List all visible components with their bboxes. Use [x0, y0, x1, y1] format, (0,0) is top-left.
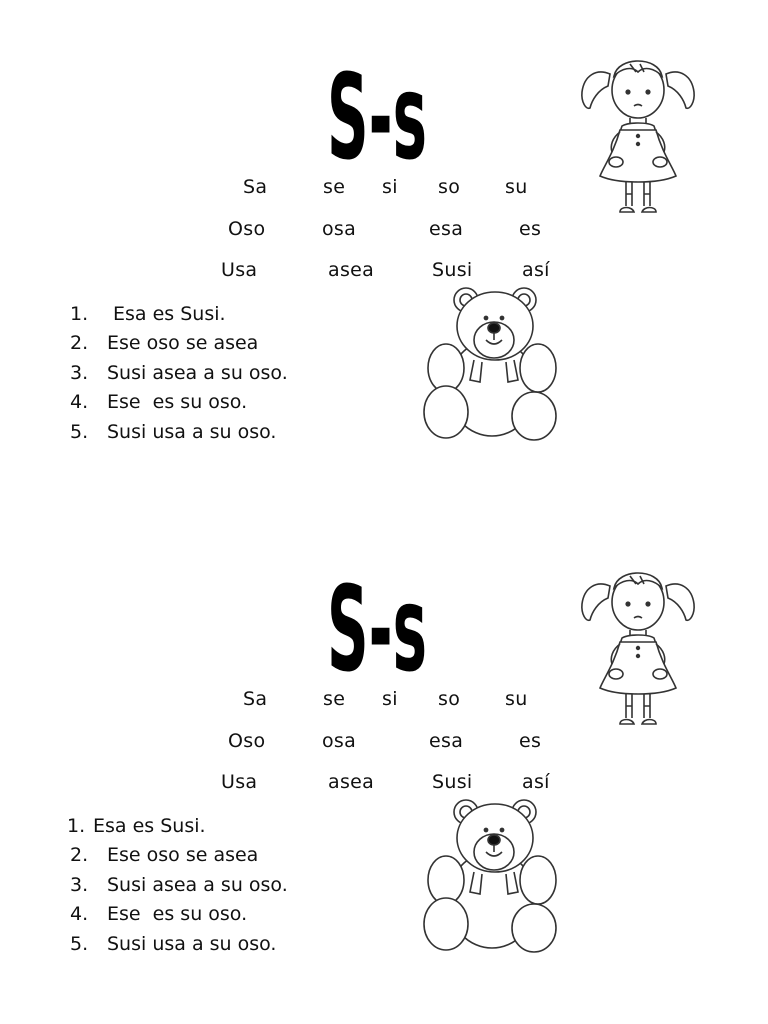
syllable: Sa — [243, 688, 268, 710]
girl-illustration — [578, 554, 698, 730]
sentence-number: 5. — [70, 932, 89, 955]
sentence-item — [70, 900, 288, 929]
word: esa — [429, 218, 464, 240]
sentence-list — [67, 812, 288, 959]
syllable: Sa — [243, 176, 268, 198]
syllable: si — [382, 688, 398, 710]
word: esa — [429, 730, 464, 752]
sentence-item — [70, 871, 288, 900]
teddy-bear-illustration — [422, 796, 562, 958]
word: Susi — [432, 259, 473, 281]
word: así — [522, 259, 550, 281]
sentence-list — [70, 300, 288, 447]
sentence-text: Ese es su oso. — [107, 903, 248, 926]
sentence-item — [70, 841, 288, 870]
sentence-number: 1. — [70, 303, 89, 325]
sentence-text: Ese es su oso. — [107, 391, 248, 414]
girl-illustration — [578, 42, 698, 218]
sentence-text: Susi usa a su oso. — [107, 932, 277, 955]
letter-title-text: S-s — [327, 48, 427, 168]
sentence-number: 4. — [70, 391, 89, 414]
word: Oso — [228, 218, 266, 240]
word: asea — [328, 771, 375, 793]
teddy-bear-illustration — [422, 284, 562, 446]
sentence-item — [70, 418, 288, 447]
sentence-text: Susi usa a su oso. — [107, 420, 277, 443]
sentence-item — [67, 812, 288, 841]
sentence-text: Susi asea a su oso. — [107, 873, 288, 896]
letter-title-text: S-s — [327, 560, 427, 680]
worksheet-section-2 — [0, 512, 768, 1024]
syllable: se — [323, 176, 346, 198]
sentence-number: 4. — [70, 903, 89, 926]
word: es — [519, 218, 542, 240]
sentence-item — [70, 300, 288, 329]
sentence-number: 3. — [70, 361, 89, 384]
word: Usa — [221, 259, 258, 281]
letter-title — [322, 48, 432, 168]
sentence-number: 3. — [70, 873, 89, 896]
word: osa — [322, 218, 357, 240]
sentence-number: 1. — [67, 815, 86, 837]
sentence-number: 5. — [70, 420, 89, 443]
sentence-number: 2. — [70, 844, 89, 867]
letter-title — [322, 560, 432, 680]
sentence-item — [70, 388, 288, 417]
sentence-text: Ese oso se asea — [107, 844, 259, 867]
syllable: so — [438, 688, 461, 710]
sentence-item — [70, 930, 288, 959]
word: Susi — [432, 771, 473, 793]
sentence-item — [70, 359, 288, 388]
word: es — [519, 730, 542, 752]
syllable: se — [323, 688, 346, 710]
sentence-number: 2. — [70, 332, 89, 355]
sentence-item — [70, 329, 288, 358]
word: así — [522, 771, 550, 793]
sentence-text: Susi asea a su oso. — [107, 361, 288, 384]
syllable: so — [438, 176, 461, 198]
syllable: su — [505, 688, 528, 710]
word: asea — [328, 259, 375, 281]
syllable: su — [505, 176, 528, 198]
sentence-text: Esa es Susi. — [93, 815, 206, 837]
syllable: si — [382, 176, 398, 198]
word: Usa — [221, 771, 258, 793]
word: osa — [322, 730, 357, 752]
sentence-text: Ese oso se asea — [107, 332, 259, 355]
sentence-text: Esa es Susi. — [113, 303, 226, 325]
word: Oso — [228, 730, 266, 752]
